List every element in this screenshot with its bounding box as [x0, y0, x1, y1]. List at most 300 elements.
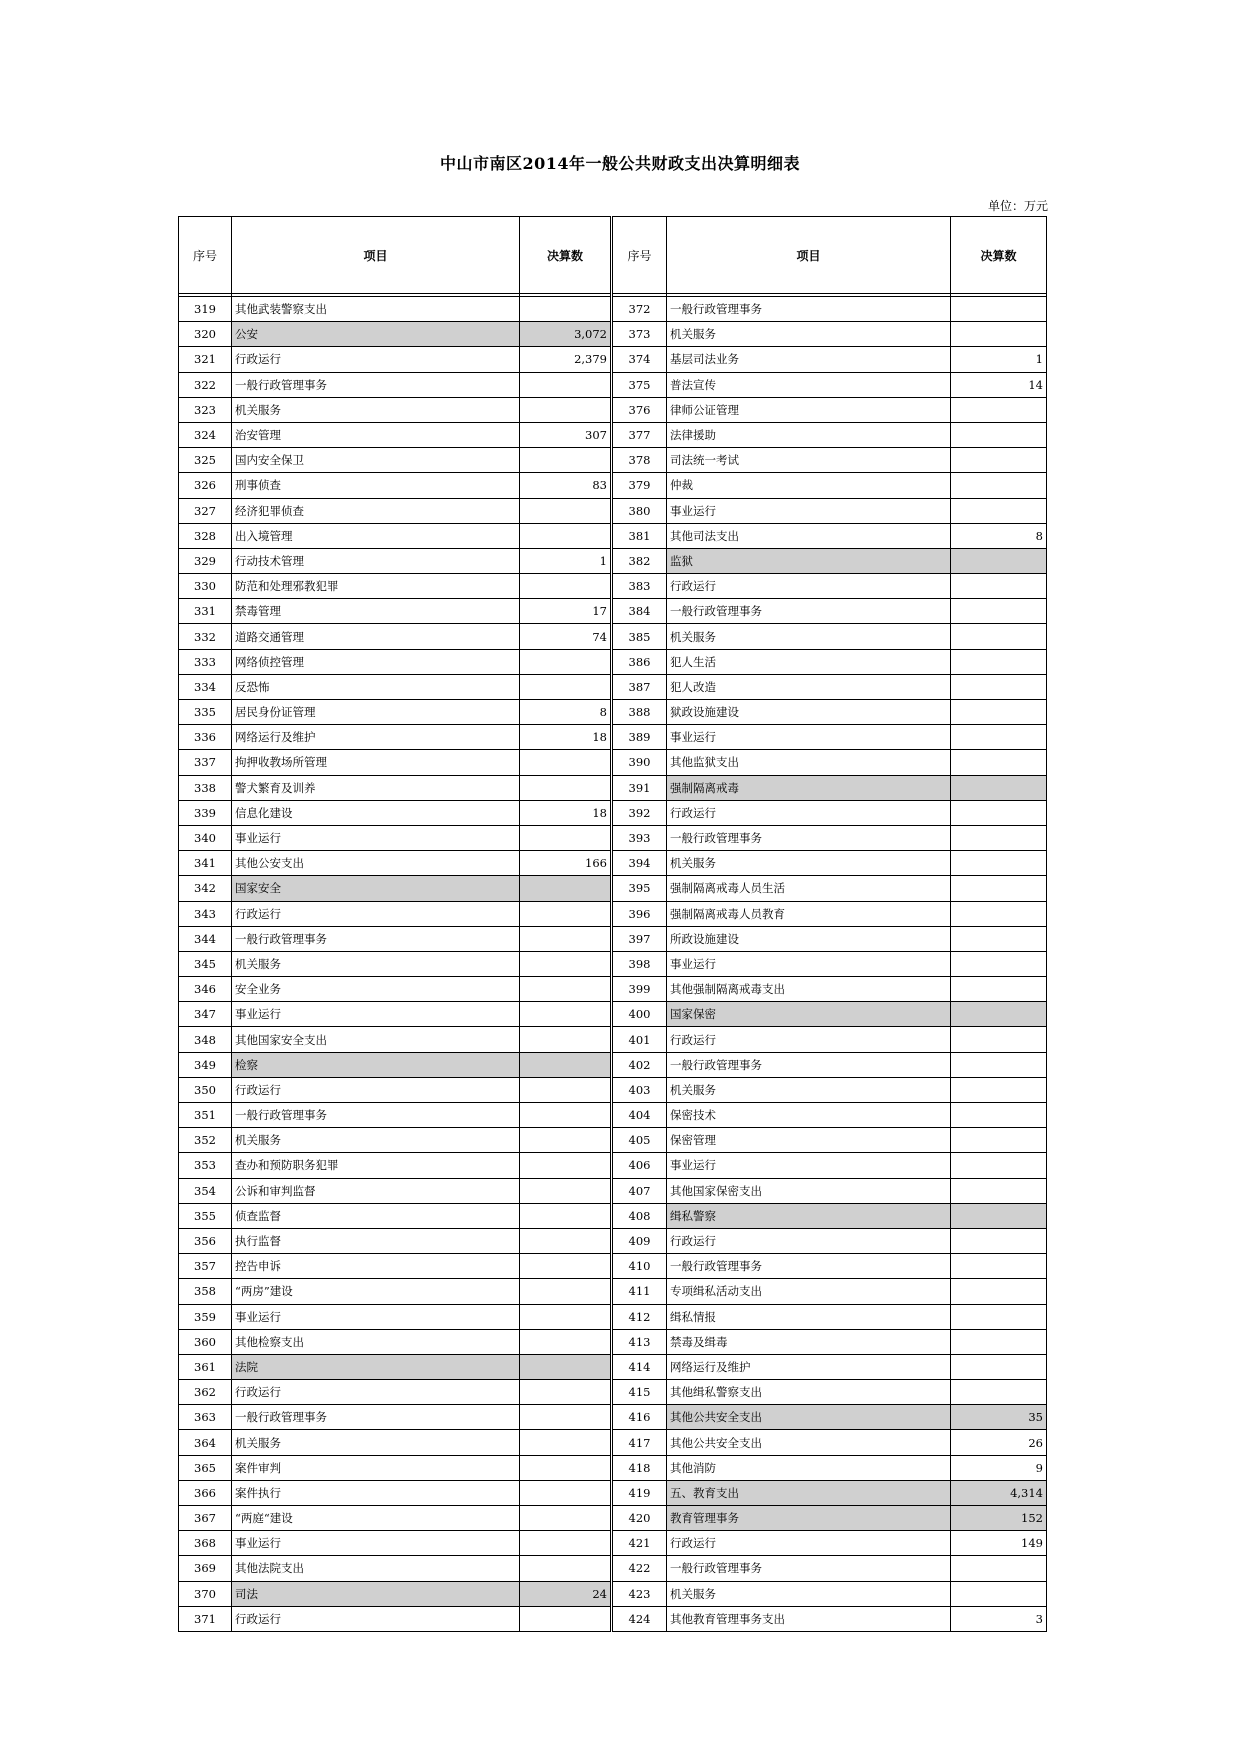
table-row	[179, 448, 1047, 473]
amount-cell	[951, 1128, 1047, 1153]
amount-cell	[951, 1203, 1047, 1228]
item-name-cell: 犯人改造	[667, 674, 951, 699]
amount-cell	[951, 498, 1047, 523]
item-name-cell: 事业运行	[232, 1531, 520, 1556]
row-number-cell: 406	[612, 1153, 667, 1178]
table-row	[179, 1455, 1047, 1480]
amount-cell: 35	[951, 1405, 1047, 1430]
item-name-cell: 机关服务	[232, 951, 520, 976]
table-row	[179, 523, 1047, 548]
table-row	[179, 322, 1047, 347]
amount-cell	[520, 1228, 612, 1253]
item-name-cell: 机关服务	[667, 322, 951, 347]
row-number-cell: 357	[179, 1254, 232, 1279]
item-name-cell: 信息化建设	[232, 800, 520, 825]
row-number-cell: 399	[612, 977, 667, 1002]
row-number-cell: 334	[179, 674, 232, 699]
amount-cell	[520, 926, 612, 951]
table-row	[179, 422, 1047, 447]
row-number-cell: 321	[179, 347, 232, 372]
item-name-cell: 行政运行	[232, 901, 520, 926]
row-number-cell: 373	[612, 322, 667, 347]
row-number-cell: 411	[612, 1279, 667, 1304]
amount-cell	[520, 1531, 612, 1556]
item-name-cell: 网络侦控管理	[232, 649, 520, 674]
item-name-cell: 机关服务	[232, 397, 520, 422]
row-number-cell: 347	[179, 1002, 232, 1027]
table-row	[179, 1556, 1047, 1581]
row-number-cell: 324	[179, 422, 232, 447]
row-number-cell: 358	[179, 1279, 232, 1304]
table-row	[179, 1254, 1047, 1279]
table-row	[179, 1430, 1047, 1455]
amount-cell	[520, 901, 612, 926]
row-number-cell: 353	[179, 1153, 232, 1178]
amount-cell	[951, 473, 1047, 498]
table-row	[179, 397, 1047, 422]
row-number-cell: 350	[179, 1077, 232, 1102]
table-row	[179, 1002, 1047, 1027]
expenditure-table	[178, 216, 1047, 1632]
row-number-cell: 363	[179, 1405, 232, 1430]
table-row	[179, 1178, 1047, 1203]
item-name-cell: 一般行政管理事务	[232, 926, 520, 951]
amount-cell	[951, 1153, 1047, 1178]
header-amount-right: 决算数	[951, 217, 1047, 294]
amount-cell	[951, 851, 1047, 876]
row-number-cell: 381	[612, 523, 667, 548]
amount-cell: 14	[951, 372, 1047, 397]
item-name-cell: 法院	[232, 1354, 520, 1379]
row-number-cell: 392	[612, 800, 667, 825]
amount-cell	[520, 1103, 612, 1128]
row-number-cell: 382	[612, 548, 667, 573]
row-number-cell: 384	[612, 599, 667, 624]
item-name-cell: 治安管理	[232, 422, 520, 447]
row-number-cell: 380	[612, 498, 667, 523]
item-name-cell: 五、教育支出	[667, 1480, 951, 1505]
item-name-cell: 事业运行	[667, 1153, 951, 1178]
item-name-cell: 拘押收教场所管理	[232, 750, 520, 775]
item-name-cell: 机关服务	[667, 624, 951, 649]
row-number-cell: 403	[612, 1077, 667, 1102]
item-name-cell: 检察	[232, 1052, 520, 1077]
item-name-cell: 事业运行	[667, 498, 951, 523]
item-name-cell: 其他公共安全支出	[667, 1405, 951, 1430]
row-number-cell: 389	[612, 725, 667, 750]
row-number-cell: 346	[179, 977, 232, 1002]
amount-cell	[520, 1354, 612, 1379]
table-row	[179, 1228, 1047, 1253]
amount-cell	[951, 1027, 1047, 1052]
amount-cell	[951, 674, 1047, 699]
amount-cell	[520, 297, 612, 322]
item-name-cell: 行政运行	[667, 1531, 951, 1556]
table-row	[179, 1103, 1047, 1128]
item-name-cell: 事业运行	[667, 725, 951, 750]
row-number-cell: 327	[179, 498, 232, 523]
amount-cell	[951, 1254, 1047, 1279]
row-number-cell: 333	[179, 649, 232, 674]
amount-cell	[951, 725, 1047, 750]
amount-cell	[520, 1153, 612, 1178]
amount-cell	[520, 1203, 612, 1228]
table-row	[179, 951, 1047, 976]
amount-cell	[951, 901, 1047, 926]
table-row	[179, 876, 1047, 901]
row-number-cell: 378	[612, 448, 667, 473]
row-number-cell: 362	[179, 1380, 232, 1405]
row-number-cell: 409	[612, 1228, 667, 1253]
item-name-cell: 居民身份证管理	[232, 700, 520, 725]
item-name-cell: 行政运行	[232, 1380, 520, 1405]
item-name-cell: 刑事侦查	[232, 473, 520, 498]
amount-cell: 26	[951, 1430, 1047, 1455]
amount-cell	[520, 1178, 612, 1203]
item-name-cell: 事业运行	[232, 1002, 520, 1027]
item-name-cell: 其他武装警察支出	[232, 297, 520, 322]
amount-cell	[951, 649, 1047, 674]
row-number-cell: 416	[612, 1405, 667, 1430]
item-name-cell: 反恐怖	[232, 674, 520, 699]
item-name-cell: 事业运行	[232, 825, 520, 850]
item-name-cell: 其他缉私警察支出	[667, 1380, 951, 1405]
item-name-cell: 案件审判	[232, 1455, 520, 1480]
amount-cell: 8	[520, 700, 612, 725]
amount-cell: 8	[951, 523, 1047, 548]
row-number-cell: 343	[179, 901, 232, 926]
item-name-cell: 缉私警察	[667, 1203, 951, 1228]
row-number-cell: 388	[612, 700, 667, 725]
amount-cell	[951, 624, 1047, 649]
row-number-cell: 368	[179, 1531, 232, 1556]
amount-cell: 1	[520, 548, 612, 573]
row-number-cell: 328	[179, 523, 232, 548]
table-row	[179, 574, 1047, 599]
table-row	[179, 1203, 1047, 1228]
table-row	[179, 700, 1047, 725]
amount-cell	[951, 1304, 1047, 1329]
row-number-cell: 348	[179, 1027, 232, 1052]
row-number-cell: 421	[612, 1531, 667, 1556]
amount-cell: 18	[520, 725, 612, 750]
item-name-cell: 其他检察支出	[232, 1329, 520, 1354]
item-name-cell: 行动技术管理	[232, 548, 520, 573]
amount-cell	[951, 825, 1047, 850]
amount-cell	[951, 1581, 1047, 1606]
page-title: 中山市南区2014年一般公共财政支出决算明细表	[439, 154, 801, 173]
row-number-cell: 417	[612, 1430, 667, 1455]
row-number-cell: 341	[179, 851, 232, 876]
table-header-row	[179, 217, 1047, 294]
amount-cell	[951, 977, 1047, 1002]
item-name-cell: 其他消防	[667, 1455, 951, 1480]
amount-cell	[951, 297, 1047, 322]
table-row	[179, 1153, 1047, 1178]
row-number-cell: 376	[612, 397, 667, 422]
amount-cell	[520, 1077, 612, 1102]
amount-cell	[951, 1103, 1047, 1128]
row-number-cell: 420	[612, 1506, 667, 1531]
table-row	[179, 297, 1047, 322]
item-name-cell: 案件执行	[232, 1480, 520, 1505]
item-name-cell: 一般行政管理事务	[667, 599, 951, 624]
row-number-cell: 400	[612, 1002, 667, 1027]
row-number-cell: 394	[612, 851, 667, 876]
row-number-cell: 398	[612, 951, 667, 976]
table-row	[179, 926, 1047, 951]
row-number-cell: 367	[179, 1506, 232, 1531]
amount-cell	[520, 574, 612, 599]
amount-cell: 1	[951, 347, 1047, 372]
amount-cell: 24	[520, 1581, 612, 1606]
row-number-cell: 326	[179, 473, 232, 498]
amount-cell: 9	[951, 1455, 1047, 1480]
amount-cell	[951, 599, 1047, 624]
item-name-cell: 其他强制隔离戒毒支出	[667, 977, 951, 1002]
amount-cell	[520, 448, 612, 473]
amount-cell	[951, 876, 1047, 901]
item-name-cell: 一般行政管理事务	[667, 297, 951, 322]
table-row	[179, 1052, 1047, 1077]
item-name-cell: 网络运行及维护	[232, 725, 520, 750]
item-name-cell: 监狱	[667, 548, 951, 573]
table-row	[179, 1380, 1047, 1405]
item-name-cell: 其他国家安全支出	[232, 1027, 520, 1052]
amount-cell: 4,314	[951, 1480, 1047, 1505]
item-name-cell: 一般行政管理事务	[232, 1103, 520, 1128]
amount-cell: 3	[951, 1606, 1047, 1631]
item-name-cell: 仲裁	[667, 473, 951, 498]
row-number-cell: 332	[179, 624, 232, 649]
amount-cell	[951, 448, 1047, 473]
amount-cell: 149	[951, 1531, 1047, 1556]
item-name-cell: 普法宣传	[667, 372, 951, 397]
amount-cell	[520, 876, 612, 901]
item-name-cell: 保密技术	[667, 1103, 951, 1128]
amount-cell	[951, 548, 1047, 573]
row-number-cell: 349	[179, 1052, 232, 1077]
amount-cell	[520, 1329, 612, 1354]
row-number-cell: 339	[179, 800, 232, 825]
row-number-cell: 422	[612, 1556, 667, 1581]
item-name-cell: 其他法院支出	[232, 1556, 520, 1581]
item-name-cell: 机关服务	[232, 1128, 520, 1153]
item-name-cell: 一般行政管理事务	[232, 1405, 520, 1430]
item-name-cell: 缉私情报	[667, 1304, 951, 1329]
table-row	[179, 473, 1047, 498]
amount-cell	[951, 775, 1047, 800]
item-name-cell: 强制隔离戒毒	[667, 775, 951, 800]
table-row	[179, 1506, 1047, 1531]
row-number-cell: 344	[179, 926, 232, 951]
amount-cell	[951, 1077, 1047, 1102]
amount-cell: 2,379	[520, 347, 612, 372]
amount-cell: 74	[520, 624, 612, 649]
amount-cell	[951, 926, 1047, 951]
row-number-cell: 322	[179, 372, 232, 397]
amount-cell	[520, 1254, 612, 1279]
header-amount-left: 决算数	[520, 217, 612, 294]
item-name-cell: 行政运行	[667, 574, 951, 599]
amount-cell	[520, 1128, 612, 1153]
row-number-cell: 351	[179, 1103, 232, 1128]
row-number-cell: 414	[612, 1354, 667, 1379]
row-number-cell: 356	[179, 1228, 232, 1253]
table-row	[179, 674, 1047, 699]
amount-cell	[520, 1556, 612, 1581]
amount-cell: 307	[520, 422, 612, 447]
item-name-cell: 其他司法支出	[667, 523, 951, 548]
item-name-cell: 侦查监督	[232, 1203, 520, 1228]
row-number-cell: 342	[179, 876, 232, 901]
row-number-cell: 329	[179, 548, 232, 573]
row-number-cell: 371	[179, 1606, 232, 1631]
amount-cell	[951, 1052, 1047, 1077]
item-name-cell: 网络运行及维护	[667, 1354, 951, 1379]
table-row	[179, 372, 1047, 397]
unit-label: 单位：万元	[987, 199, 1048, 213]
row-number-cell: 355	[179, 1203, 232, 1228]
table-row	[179, 1077, 1047, 1102]
item-name-cell: 机关服务	[667, 1581, 951, 1606]
row-number-cell: 370	[179, 1581, 232, 1606]
row-number-cell: 397	[612, 926, 667, 951]
item-name-cell: 禁毒管理	[232, 599, 520, 624]
row-number-cell: 331	[179, 599, 232, 624]
amount-cell: 83	[520, 473, 612, 498]
table-row	[179, 825, 1047, 850]
row-number-cell: 415	[612, 1380, 667, 1405]
item-name-cell: 基层司法业务	[667, 347, 951, 372]
item-name-cell: 保密管理	[667, 1128, 951, 1153]
row-number-cell: 335	[179, 700, 232, 725]
row-number-cell: 375	[612, 372, 667, 397]
row-number-cell: 360	[179, 1329, 232, 1354]
item-name-cell: 行政运行	[232, 347, 520, 372]
table-row	[179, 775, 1047, 800]
item-name-cell: 一般行政管理事务	[667, 1556, 951, 1581]
table-row	[179, 1128, 1047, 1153]
table-row	[179, 649, 1047, 674]
amount-cell	[520, 523, 612, 548]
item-name-cell: 国内安全保卫	[232, 448, 520, 473]
item-name-cell: 其他公共安全支出	[667, 1430, 951, 1455]
item-name-cell: 行政运行	[232, 1077, 520, 1102]
table-row	[179, 624, 1047, 649]
item-name-cell: 机关服务	[232, 1430, 520, 1455]
header-no-left: 序号	[179, 217, 232, 294]
table-row	[179, 800, 1047, 825]
amount-cell	[951, 574, 1047, 599]
row-number-cell: 419	[612, 1480, 667, 1505]
row-number-cell: 337	[179, 750, 232, 775]
table-row	[179, 498, 1047, 523]
row-number-cell: 320	[179, 322, 232, 347]
amount-cell	[951, 322, 1047, 347]
item-name-cell: 司法	[232, 1581, 520, 1606]
row-number-cell: 387	[612, 674, 667, 699]
amount-cell	[520, 1430, 612, 1455]
item-name-cell: 经济犯罪侦查	[232, 498, 520, 523]
row-number-cell: 413	[612, 1329, 667, 1354]
row-number-cell: 404	[612, 1103, 667, 1128]
item-name-cell: 强制隔离戒毒人员生活	[667, 876, 951, 901]
row-number-cell: 330	[179, 574, 232, 599]
table-row	[179, 1606, 1047, 1631]
table-row	[179, 977, 1047, 1002]
row-number-cell: 385	[612, 624, 667, 649]
amount-cell	[951, 951, 1047, 976]
amount-cell	[951, 1002, 1047, 1027]
amount-cell	[951, 1178, 1047, 1203]
amount-cell	[520, 750, 612, 775]
header-no-right: 序号	[612, 217, 667, 294]
table-row	[179, 347, 1047, 372]
amount-cell	[520, 1606, 612, 1631]
amount-cell	[520, 1052, 612, 1077]
item-name-cell: 一般行政管理事务	[667, 825, 951, 850]
table-row	[179, 1405, 1047, 1430]
row-number-cell: 424	[612, 1606, 667, 1631]
amount-cell	[520, 674, 612, 699]
row-number-cell: 340	[179, 825, 232, 850]
amount-cell	[520, 1304, 612, 1329]
amount-cell	[520, 775, 612, 800]
row-number-cell: 407	[612, 1178, 667, 1203]
amount-cell: 18	[520, 800, 612, 825]
item-name-cell: “两房”建设	[232, 1279, 520, 1304]
amount-cell	[520, 498, 612, 523]
amount-cell: 3,072	[520, 322, 612, 347]
row-number-cell: 361	[179, 1354, 232, 1379]
amount-cell	[520, 1002, 612, 1027]
item-name-cell: 控告申诉	[232, 1254, 520, 1279]
row-number-cell: 386	[612, 649, 667, 674]
amount-cell: 166	[520, 851, 612, 876]
item-name-cell: 公诉和审判监督	[232, 1178, 520, 1203]
item-name-cell: 一般行政管理事务	[667, 1254, 951, 1279]
item-name-cell: 犯人生活	[667, 649, 951, 674]
item-name-cell: 警犬繁育及训养	[232, 775, 520, 800]
row-number-cell: 410	[612, 1254, 667, 1279]
amount-cell	[520, 1506, 612, 1531]
amount-cell	[520, 649, 612, 674]
item-name-cell: “两庭“建设	[232, 1506, 520, 1531]
table-row	[179, 851, 1047, 876]
table-row	[179, 1480, 1047, 1505]
item-name-cell: 其他监狱支出	[667, 750, 951, 775]
amount-cell	[951, 397, 1047, 422]
amount-cell	[951, 1380, 1047, 1405]
row-number-cell: 391	[612, 775, 667, 800]
amount-cell: 17	[520, 599, 612, 624]
amount-cell	[951, 1354, 1047, 1379]
header-item-left: 项目	[232, 217, 520, 294]
amount-cell	[520, 1405, 612, 1430]
row-number-cell: 338	[179, 775, 232, 800]
item-name-cell: 出入境管理	[232, 523, 520, 548]
row-number-cell: 359	[179, 1304, 232, 1329]
amount-cell	[951, 1329, 1047, 1354]
amount-cell	[520, 1455, 612, 1480]
amount-cell	[520, 372, 612, 397]
item-name-cell: 国家安全	[232, 876, 520, 901]
item-name-cell: 安全业务	[232, 977, 520, 1002]
row-number-cell: 374	[612, 347, 667, 372]
row-number-cell: 395	[612, 876, 667, 901]
row-number-cell: 423	[612, 1581, 667, 1606]
